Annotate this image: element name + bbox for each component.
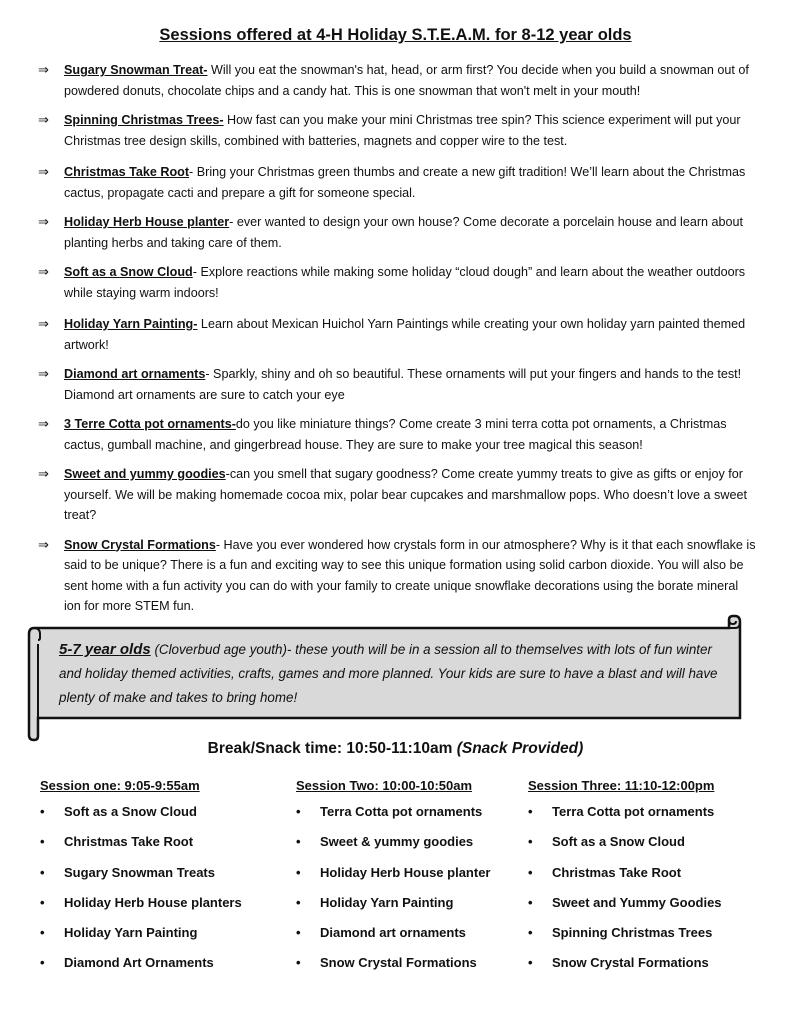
list-item-label: Sweet & yummy goodies <box>320 834 474 850</box>
bullet-icon: • <box>528 834 533 850</box>
bullet-icon: • <box>296 804 301 819</box>
list-item-label: Holiday Herb House planter <box>320 864 491 880</box>
session-description: - Bring your Christmas green thumbs and create a new gift tradition! We’ll learn about the Christmas cactus, propagate cacti and prepare a gift for someone special. <box>64 165 746 200</box>
bullet-icon: • <box>296 894 301 910</box>
session-description: Will you eat the snowman's hat, head, or arm first? You decide when you build a snowman out of powdered donuts, chocolate chips and a candy hat. This is one snowman that won't melt in your mouth! <box>64 63 749 98</box>
list-item <box>296 802 524 832</box>
list-item-label: Spinning Christmas Trees <box>552 925 713 941</box>
bullet-icon: • <box>528 804 533 819</box>
session-item <box>38 212 756 253</box>
session-description: Learn about Mexican Huichol Yarn Paintings while creating your own holiday yarn painted themed artwork! <box>64 317 746 352</box>
bullet-icon: • <box>40 834 45 850</box>
column-heading: Session one: 9:05-9:55am <box>40 778 200 793</box>
session-description: - Have you ever wondered how crystals form in our atmosphere? Why is it that each snowflake is said to be unique? There is a fun and exciting way to see this unique formation using solid carbon dioxide. You will also be sent home with a fun activity you can do with your family to create unique snowflake decorations using the borate mineral ion for more STEM fun. <box>64 537 756 613</box>
list-item <box>40 832 280 862</box>
list-item <box>528 832 768 862</box>
list-item <box>528 953 768 983</box>
list-item <box>40 863 280 893</box>
bullet-icon: • <box>296 925 301 941</box>
list-item-label: Christmas Take Root <box>552 864 682 880</box>
list-item <box>528 802 768 832</box>
bullet-icon: • <box>40 894 45 910</box>
session-list <box>38 60 756 617</box>
list-item-label: Snow Crystal Formations <box>320 955 477 971</box>
session-name: Sweet and yummy goodies <box>64 467 226 481</box>
arrow-icon: ⇒ <box>38 264 49 279</box>
bullet-icon: • <box>528 894 533 910</box>
schedule-column-session-two <box>296 778 524 984</box>
break-label: Break/Snack time: 10:50-11:10am <box>207 740 457 757</box>
session-name: Holiday Yarn Painting- <box>64 317 198 331</box>
session-description: How fast can you make your mini Christmas tree spin? This science experiment will put your Christmas tree design skills, combined with batteries, magnets and copper wire to the test. <box>64 113 741 148</box>
arrow-icon: ⇒ <box>38 112 49 127</box>
list-item-label: Diamond Art Ornaments <box>64 955 214 971</box>
column-heading: Session Two: 10:00-10:50am <box>296 778 473 793</box>
list-item-label: Snow Crystal Formations <box>552 955 709 971</box>
session-item <box>38 364 756 405</box>
session-bullet-list <box>296 802 524 984</box>
list-item-label: Holiday Yarn Painting <box>320 894 454 910</box>
arrow-icon: ⇒ <box>38 316 49 331</box>
session-name: Diamond art ornaments <box>64 367 206 381</box>
session-name: Soft as a Snow Cloud <box>64 265 193 279</box>
bullet-icon: • <box>528 925 533 941</box>
session-bullet-list <box>528 802 768 984</box>
bullet-icon: • <box>40 804 45 819</box>
list-item <box>296 832 524 862</box>
arrow-icon: ⇒ <box>38 416 49 431</box>
list-item <box>296 893 524 923</box>
session-name: Holiday Herb House planter <box>64 215 230 229</box>
list-item-label: Soft as a Snow Cloud <box>552 834 685 850</box>
schedule-column-session-three <box>528 778 768 984</box>
bullet-icon: • <box>40 864 45 880</box>
schedule-column-session-one <box>40 778 280 984</box>
session-description: - Explore reactions while making some holiday “cloud dough” and learn about the weather outdoors while staying warm indoors! <box>64 265 746 300</box>
session-item <box>38 110 756 151</box>
break-line <box>0 740 791 758</box>
list-item <box>528 893 768 923</box>
list-item-label: Diamond art ornaments <box>320 925 466 941</box>
list-item <box>296 923 524 953</box>
session-item <box>38 314 756 355</box>
session-name: Snow Crystal Formations <box>64 537 216 552</box>
session-item <box>38 60 756 101</box>
arrow-icon: ⇒ <box>38 164 49 179</box>
list-item <box>296 953 524 983</box>
list-item <box>296 863 524 893</box>
list-item-label: Soft as a Snow Cloud <box>64 804 197 819</box>
bullet-icon: • <box>296 834 301 850</box>
list-item <box>40 893 280 923</box>
list-item-label: Terra Cotta pot ornaments <box>320 804 483 819</box>
session-name: Christmas Take Root <box>64 165 190 179</box>
bullet-icon: • <box>296 955 301 971</box>
list-item <box>40 953 280 983</box>
list-item-label: Sugary Snowman Treats <box>64 864 215 880</box>
list-item <box>528 863 768 893</box>
session-name: 3 Terre Cotta pot ornaments- <box>64 417 236 431</box>
column-heading: Session Three: 11:10-12:00pm <box>528 778 715 793</box>
page-title: Sessions offered at 4-H Holiday S.T.E.A.M. for 8-12 year olds <box>159 26 632 44</box>
bullet-icon: • <box>40 925 45 941</box>
session-description: - ever wanted to design your own house? Come decorate a porcelain house and learn about planting herbs and taking care of them. <box>64 215 744 250</box>
list-item <box>40 923 280 953</box>
bullet-icon: • <box>528 864 533 880</box>
session-item <box>38 414 756 455</box>
session-description: - Sparkly, shiny and oh so beautiful. These ornaments will put your fingers and hands to the test! Diamond art ornaments are sure to catch your eye <box>64 367 742 402</box>
list-item <box>40 802 280 832</box>
list-item-label: Sweet and Yummy Goodies <box>552 894 722 910</box>
list-item <box>528 923 768 953</box>
session-bullet-list <box>40 802 280 984</box>
list-item-label: Holiday Herb House planters <box>64 894 242 910</box>
session-item <box>38 464 756 526</box>
session-description: -can you smell that sugary goodness? Come create yummy treats to give as gifts or enjoy for yourself. We will be making homemade cocoa mix, polar bear cupcakes and marshmallow pops. Who doesn’t love a sweet treat? <box>64 467 747 522</box>
list-item-label: Holiday Yarn Painting <box>64 925 198 941</box>
session-item <box>38 262 756 303</box>
arrow-icon: ⇒ <box>38 366 49 381</box>
session-name: Sugary Snowman Treat- <box>64 63 208 77</box>
snack-note: (Snack Provided) <box>456 740 584 757</box>
session-item <box>38 162 756 203</box>
session-item <box>38 535 756 617</box>
arrow-icon: ⇒ <box>38 62 49 77</box>
bullet-icon: • <box>296 864 301 880</box>
cloverbud-text <box>59 638 719 710</box>
cloverbud-heading: 5-7 year olds <box>59 641 151 658</box>
bullet-icon: • <box>40 955 45 971</box>
list-item-label: Terra Cotta pot ornaments <box>552 804 715 819</box>
arrow-icon: ⇒ <box>38 466 49 481</box>
session-description: do you like miniature things? Come create 3 mini terra cotta pot ornaments, a Christmas cactus, gumball machine, and gingerbread house. They are sure to make your tree magical this season! <box>64 417 727 452</box>
cloverbud-scroll-banner <box>24 614 746 744</box>
arrow-icon: ⇒ <box>38 536 49 552</box>
arrow-icon: ⇒ <box>38 214 49 229</box>
bullet-icon: • <box>528 955 533 971</box>
session-name: Spinning Christmas Trees- <box>64 113 224 127</box>
list-item-label: Christmas Take Root <box>64 834 194 850</box>
cloverbud-description: (Cloverbud age youth)- these youth will be in a session all to themselves with lots of fun winter and holiday themed activities, crafts, games and more planned. Your kids are sure to have a blast and will have plenty of make and takes to bring home! <box>59 642 718 705</box>
